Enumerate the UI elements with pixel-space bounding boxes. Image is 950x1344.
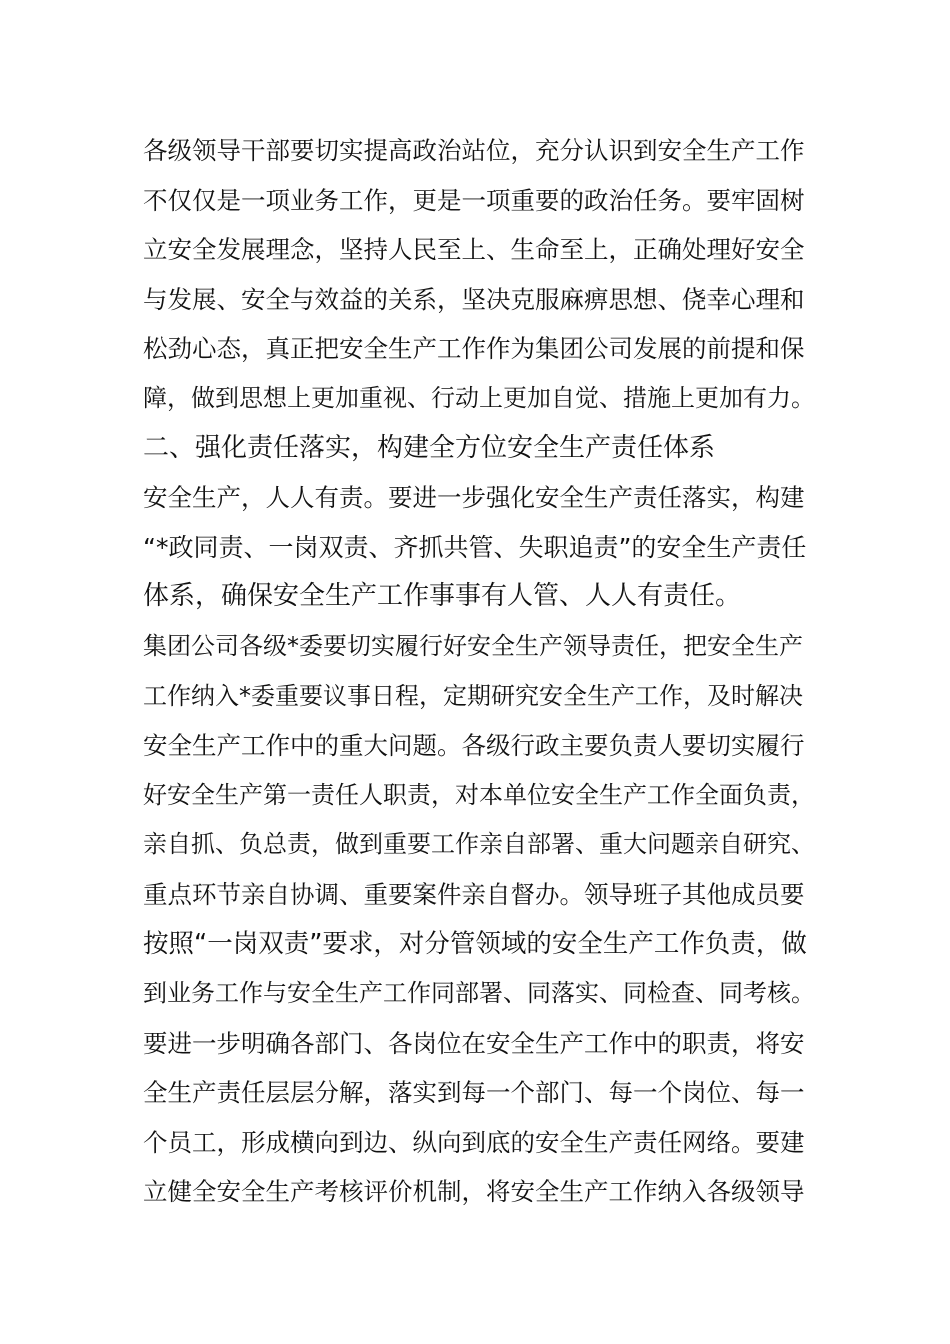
text-line: 全生产责任层层分解，落实到每一个部门、每一个岗位、每一 [143, 1078, 805, 1108]
text-line: 立安全发展理念，坚持人民至上、生命至上，正确处理好安全 [143, 235, 805, 265]
text-line: 好安全生产第一责任人职责，对本单位安全生产工作全面负责， [143, 780, 815, 809]
text-line: 与发展、安全与效益的关系，坚决克服麻痹思想、侥幸心理和 [143, 284, 805, 314]
text-line: 不仅仅是一项业务工作，更是一项重要的政治任务。要牢固树 [143, 185, 805, 215]
text-line: 集团公司各级*委要切实履行好安全生产领导责任，把安全生产 [143, 631, 803, 660]
text-line: 立健全安全生产考核评价机制，将安全生产工作纳入各级领导 [143, 1177, 805, 1207]
text-line: 按照“一岗双责”要求，对分管领域的安全生产工作负责，做 [143, 928, 807, 959]
text-line: 亲自抓、负总责，做到重要工作亲自部署、重大问题亲自研究、 [143, 830, 815, 859]
document-body [143, 126, 815, 1217]
text-line: 障，做到思想上更加重视、行动上更加自觉、措施上更加有力。 [143, 383, 815, 412]
text-line: 个员工，形成横向到边、纵向到底的安全生产责任网络。要建 [143, 1127, 805, 1157]
text-line: 安全生产，人人有责。要进一步强化安全生产责任落实，构建 [143, 483, 805, 513]
text-line: 要进一步明确各部门、各岗位在安全生产工作中的职责，将安 [143, 1028, 805, 1058]
text-line: 各级领导干部要切实提高政治站位，充分认识到安全生产工作 [143, 136, 805, 165]
text-line: 体系，确保安全生产工作事事有人管、人人有责任。 [143, 581, 742, 612]
text-line: 重点环节亲自协调、重要案件亲自督办。领导班子其他成员要 [143, 879, 805, 909]
text-line: 松劲心态，真正把安全生产工作作为集团公司发展的前提和保 [143, 334, 805, 364]
text-line: 到业务工作与安全生产工作同部署、同落实、同检查、同考核。 [143, 979, 815, 1008]
text-line: 工作纳入*委重要议事日程，定期研究安全生产工作，及时解决 [143, 681, 803, 710]
text-line: “*政同责、一岗双责、齐抓共管、失职追责”的安全生产责任 [143, 532, 807, 562]
section-heading: 二、强化责任落实，构建全方位安全生产责任体系 [143, 432, 716, 463]
text-line: 安全生产工作中的重大问题。各级行政主要负责人要切实履行 [143, 731, 805, 761]
